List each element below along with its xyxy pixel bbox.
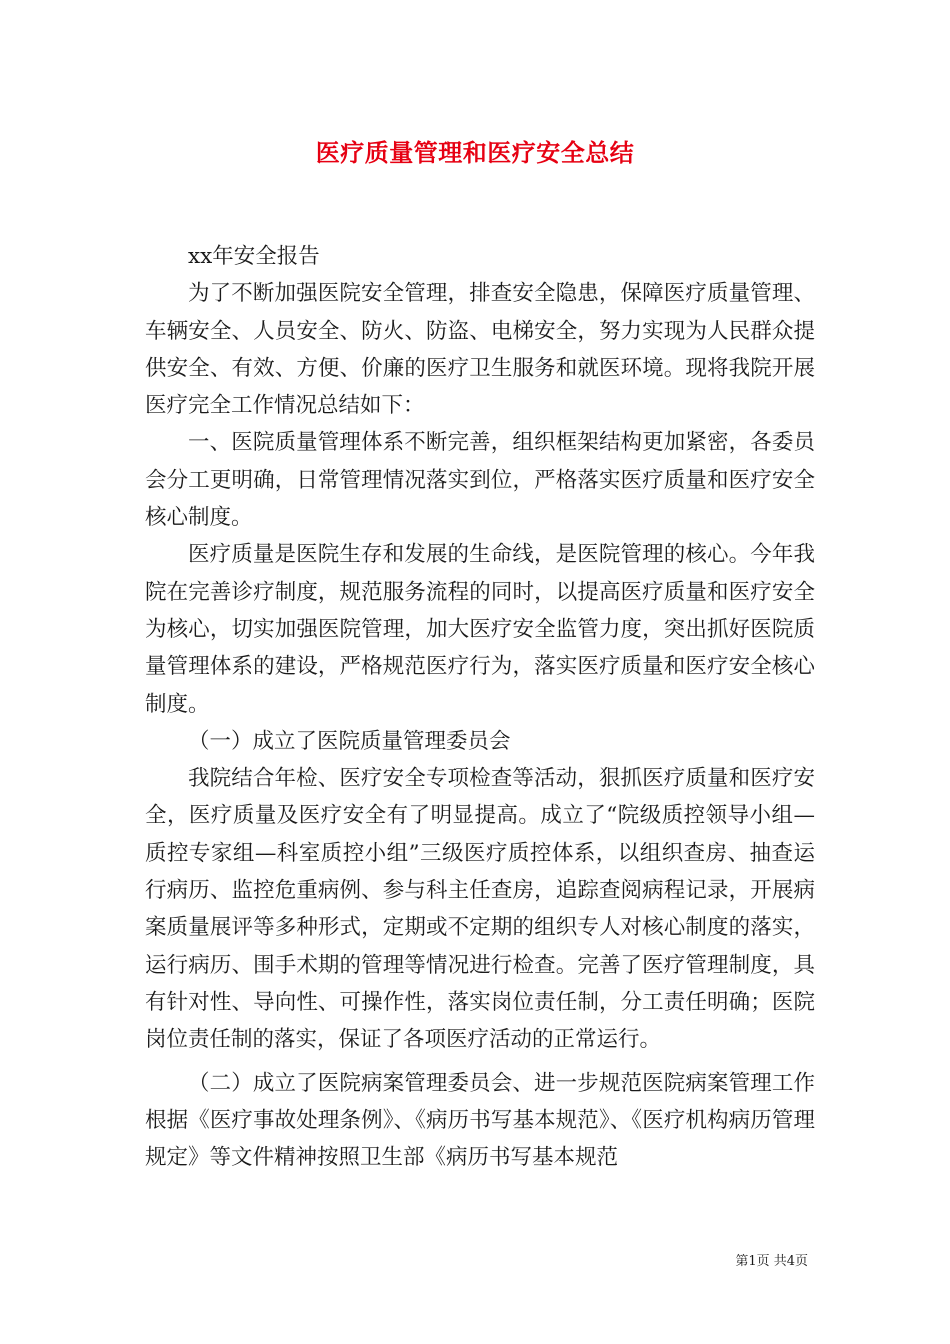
paragraph-subtitle: xx年安全报告	[188, 244, 320, 269]
document-title: 医疗质量管理和医疗安全总结	[315, 138, 635, 167]
paragraph-heading-1: （一）成立了医院质量管理委员会	[188, 728, 511, 754]
paragraph-heading-2: （二）成立了医院病案管理委员会、进一步规范医院病案管理工作根据《医疗事故处理条例》、《病历书写基本规范》、《医疗机构病历管理规定》等文件精神按照卫生部《病历书写基本规范	[145, 1070, 815, 1171]
paragraph-committee: 我院结合年检、医疗安全专项检查等活动，狠抓医疗质量和医疗安全，医疗质量及医疗安全有了明显提高。成立了“院级质控领导小组—质控专家组—科室质控小组”三级医疗质控体系，以组织查房、抽查运行病历、监控危重病例、参与科主任查房，追踪查阅病程记录，开展病案质量展评等多种形式，定期或不定期的组织专人对核心制度的落实，运行病历、围手术期的管理等情况进行检查。完善了医疗管理制度，具有针对性、导向性、可操作性，落实岗位责任制，分工责任明确；医院岗位责任制的落实，保证了各项医疗活动的正常运行。	[145, 766, 815, 1053]
document-body	[145, 238, 815, 1176]
paragraph-section-1: 一、医院质量管理体系不断完善，组织框架结构更加紧密，各委员会分工更明确，日常管理情况落实到位，严格落实医疗质量和医疗安全核心制度。	[145, 430, 815, 531]
paragraph-intro: 为了不断加强医院安全管理，排查安全隐患，保障医疗质量管理、车辆安全、人员安全、防火、防盗、电梯安全，努力实现为人民群众提供安全、有效、方便、价廉的医疗卫生服务和就医环境。现将我院开展医疗完全工作情况总结如下：	[145, 281, 815, 419]
paragraph-quality: 医疗质量是医院生存和发展的生命线，是医院管理的核心。今年我院在完善诊疗制度，规范服务流程的同时，以提高医疗质量和医疗安全为核心，切实加强医院管理，加大医疗安全监管力度，突出抓好医院质量管理体系的建设，严格规范医疗行为，落实医疗质量和医疗安全核心制度。	[145, 542, 815, 717]
page-number: 第1页 共4页	[735, 1254, 808, 1269]
